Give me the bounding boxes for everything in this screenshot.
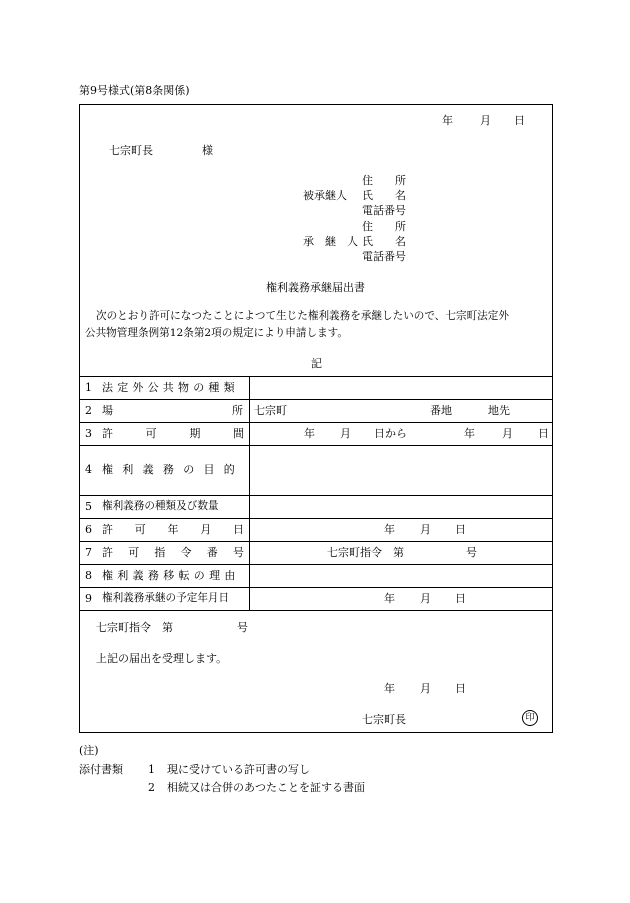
header-day: 日 <box>514 114 525 127</box>
row-8-label: 権利義務移転の理由 <box>102 569 240 582</box>
row-2-label-b: 所 <box>232 404 243 417</box>
form-title: 第9号様式(第8条関係) <box>79 84 190 97</box>
table-line <box>80 422 552 423</box>
table-line <box>80 587 552 588</box>
footer-accepted: 上記の届出を受理します。 <box>96 652 228 665</box>
row-2-num: 2 <box>85 404 92 417</box>
footer-year: 年 <box>384 682 395 695</box>
row-6-label: 許 可 年 月 日 <box>102 523 244 536</box>
notes-header: (注) <box>79 744 99 757</box>
footer-month: 月 <box>420 682 431 695</box>
ki-label: 記 <box>311 357 322 370</box>
row-1-num: 1 <box>85 381 92 394</box>
row-7-label: 許 可 指 令 番 号 <box>102 546 244 559</box>
row-1-label: 法定外公共物の種類 <box>102 381 239 394</box>
row-9-year: 年 <box>384 592 395 605</box>
row-7-prefix: 七宗町指令 第 <box>327 546 404 559</box>
successor-phone-label: 電話番号 <box>362 250 406 263</box>
notes-item-2-text: 相続又は合併のあつたことを証する書面 <box>167 781 365 794</box>
successor-address-label: 住 所 <box>362 220 406 233</box>
row-3-day-1: 日から <box>374 427 407 440</box>
row-5-label: 権利義務の種類及び数量 <box>102 500 219 512</box>
footer-day: 日 <box>455 682 466 695</box>
form-frame <box>79 104 553 733</box>
row-2-town: 七宗町 <box>254 404 287 417</box>
doc-title: 権利義務承継届出書 <box>266 281 365 294</box>
footer-directive-prefix: 七宗町指令 第 <box>96 621 173 634</box>
row-3-label: 許 可 期 間 <box>102 427 244 440</box>
notes-item-1-text: 現に受けている許可書の写し <box>167 763 310 776</box>
row-9-day: 日 <box>455 592 466 605</box>
row-6-month: 月 <box>420 523 431 536</box>
table-line <box>80 541 552 542</box>
row-6-year: 年 <box>384 523 395 536</box>
header-year: 年 <box>442 114 453 127</box>
row-2-label-a: 場 <box>102 404 113 417</box>
table-line <box>80 376 552 377</box>
seal-icon: 印 <box>522 710 538 726</box>
row-3-year-2: 年 <box>464 427 475 440</box>
notes-item-2-num: 2 <box>148 781 155 794</box>
row-7-suffix: 号 <box>466 546 477 559</box>
row-4-num: 4 <box>85 463 92 476</box>
table-line <box>80 564 552 565</box>
row-8-num: 8 <box>85 569 92 582</box>
row-3-day-2: 日 <box>538 427 549 440</box>
row-9-label: 権利義務承継の予定年月日 <box>102 592 230 604</box>
notes-item-1-num: 1 <box>148 763 155 776</box>
row-4-label: 権利義務の目的 <box>102 463 245 476</box>
body-line-1: 次のとおり許可になつたことによつて生じた権利義務を承継したいので、七宗町法定外 <box>96 310 509 322</box>
row-6-day: 日 <box>455 523 466 536</box>
addressee-name: 七宗町長 <box>109 144 153 157</box>
predecessor-phone-label: 電話番号 <box>362 204 406 217</box>
predecessor-label: 被承継人 <box>303 189 347 202</box>
successor-name-label: 氏 名 <box>362 235 406 248</box>
notes-label: 添付書類 <box>79 763 123 776</box>
table-line <box>80 399 552 400</box>
header-month: 月 <box>480 114 491 127</box>
table-line <box>80 495 552 496</box>
row-3-num: 3 <box>85 427 92 440</box>
row-5-num: 5 <box>85 500 92 513</box>
row-2-banchi: 番地 <box>430 404 452 417</box>
table-divider <box>249 376 250 611</box>
footer-directive-suffix: 号 <box>237 621 248 634</box>
table-line <box>80 610 552 611</box>
predecessor-address-label: 住 所 <box>362 174 406 187</box>
row-3-month-2: 月 <box>502 427 513 440</box>
footer-mayor: 七宗町長 <box>362 713 406 726</box>
body-line-2: 公共物管理条例第12条第2項の規定により申請します。 <box>85 327 349 339</box>
row-6-num: 6 <box>85 523 92 536</box>
successor-label: 承 継 人 <box>303 235 358 248</box>
addressee-honorific: 様 <box>202 144 213 157</box>
table-line <box>80 445 552 446</box>
row-9-month: 月 <box>420 592 431 605</box>
row-3-month-1: 月 <box>340 427 351 440</box>
row-2-chisaki: 地先 <box>488 404 510 417</box>
table-line <box>80 518 552 519</box>
row-9-num: 9 <box>85 592 92 605</box>
row-3-year-1: 年 <box>304 427 315 440</box>
predecessor-name-label: 氏 名 <box>362 189 406 202</box>
row-7-num: 7 <box>85 546 92 559</box>
